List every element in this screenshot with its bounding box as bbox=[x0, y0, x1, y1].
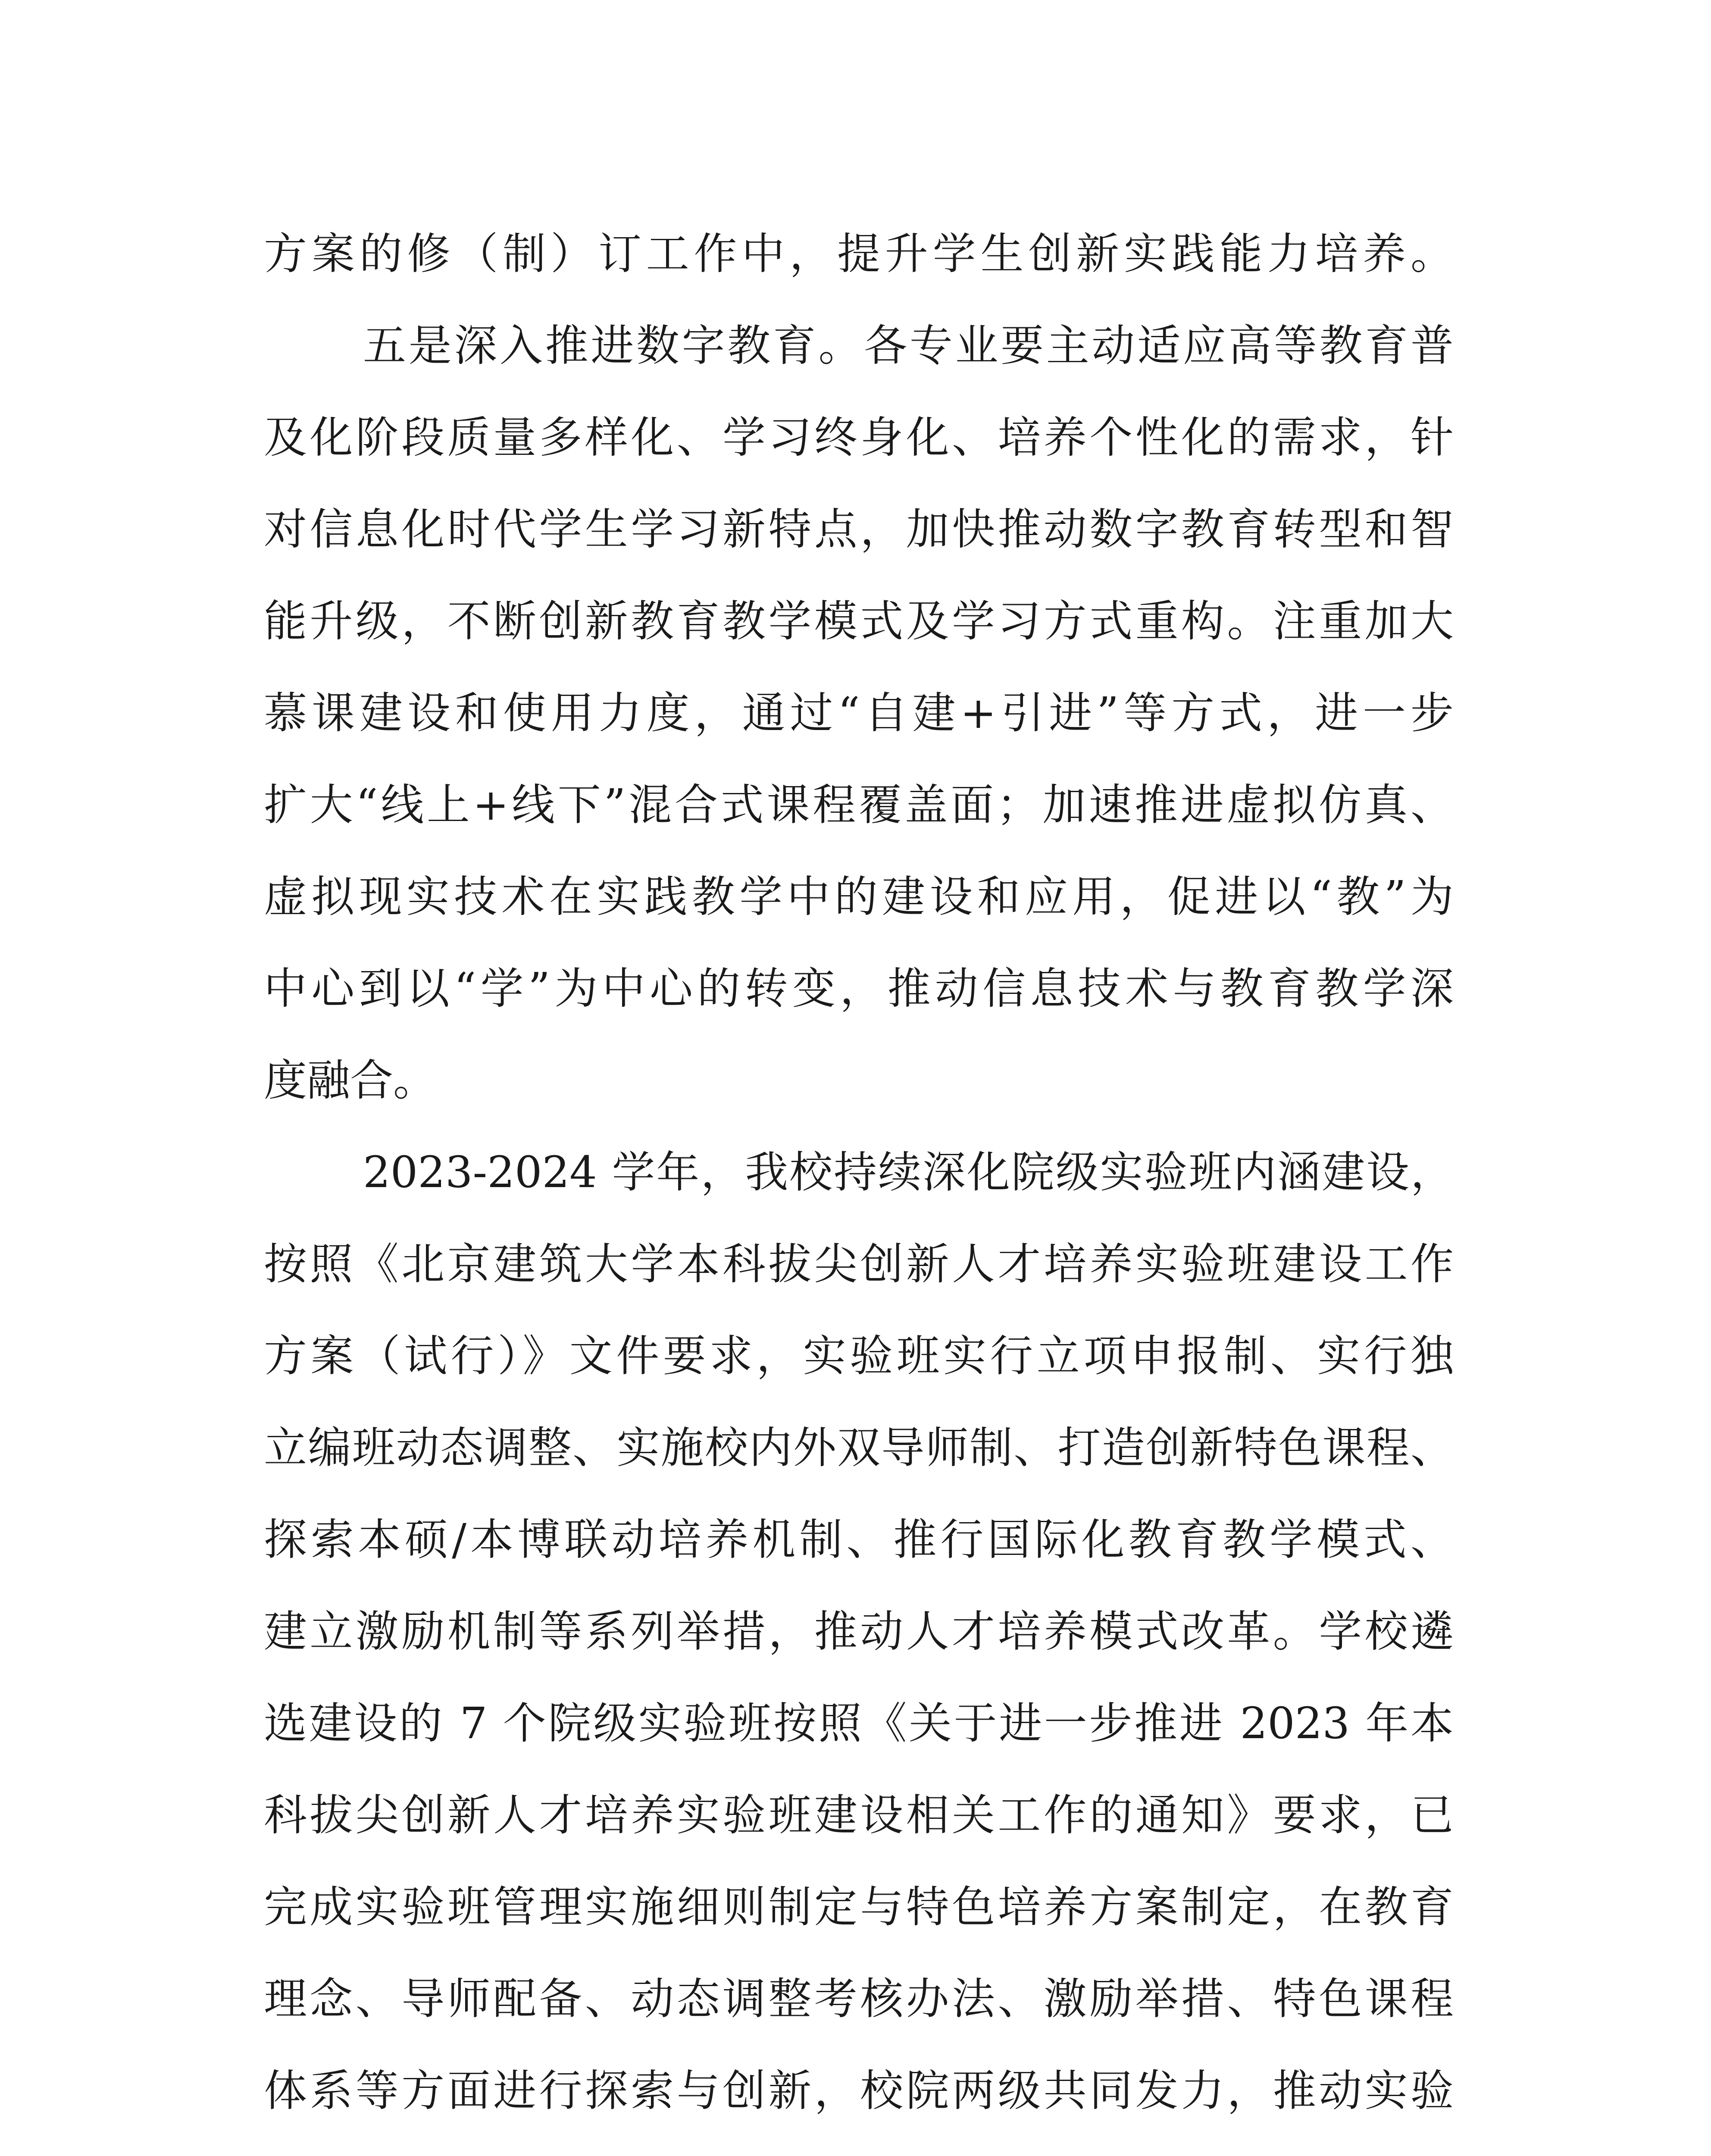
paragraph-start-line: 五是深入推进数字教育。各专业要主动适应高等教育普 bbox=[363, 320, 1454, 371]
text-line: 科拔尖创新人才培养实验班建设相关工作的通知》要求，已 bbox=[264, 1790, 1454, 1840]
text-line: 对信息化时代学生学习新特点，加快推动数字教育转型和智 bbox=[264, 504, 1454, 555]
text-line: 中心到以“学”为中心的转变，推动信息技术与教育教学深 bbox=[264, 963, 1454, 1014]
text-line: 能升级，不断创新教育教学模式及学习方式重构。注重加大 bbox=[264, 596, 1454, 646]
text-line: 虚拟现实技术在实践教学中的建设和应用，促进以“教”为 bbox=[264, 871, 1454, 922]
text-line: 体系等方面进行探索与创新，校院两级共同发力，推动实验 bbox=[264, 2065, 1454, 2116]
text-line: 方案的修（制）订工作中，提升学生创新实践能力培养。 bbox=[264, 229, 1454, 279]
text-line: 理念、导师配备、动态调整考核办法、激励举措、特色课程 bbox=[264, 1974, 1454, 2024]
text-line: 按照《北京建筑大学本科拔尖创新人才培养实验班建设工作 bbox=[264, 1239, 1454, 1289]
body-text bbox=[264, 208, 1454, 2156]
text-line: 立编班动态调整、实施校内外双导师制、打造创新特色课程、 bbox=[264, 1423, 1454, 1473]
paragraph-end-line: 度融合。 bbox=[264, 1055, 436, 1106]
text-line: 完成实验班管理实施细则制定与特色培养方案制定，在教育 bbox=[264, 1882, 1454, 1932]
text-line: 方案（试行）》文件要求，实验班实行立项申报制、实行独 bbox=[264, 1331, 1454, 1381]
text-line: 及化阶段质量多样化、学习终身化、培养个性化的需求，针 bbox=[264, 412, 1454, 463]
text-line: 建立激励机制等系列举措，推动人才培养模式改革。学校遴 bbox=[264, 1606, 1454, 1657]
text-line: 慕课建设和使用力度，通过“自建+引进”等方式，进一步 bbox=[264, 688, 1454, 738]
text-line: 选建设的 7 个院级实验班按照《关于进一步推进 2023 年本 bbox=[264, 1698, 1454, 1749]
text-line: 扩大“线上+线下”混合式课程覆盖面；加速推进虚拟仿真、 bbox=[264, 780, 1454, 830]
text-line: 探索本硕/本博联动培养机制、推行国际化教育教学模式、 bbox=[264, 1514, 1454, 1565]
paragraph-start-line: 2023-2024 学年，我校持续深化院级实验班内涵建设， bbox=[363, 1147, 1454, 1197]
paragraph-end-line bbox=[264, 2137, 1454, 2156]
